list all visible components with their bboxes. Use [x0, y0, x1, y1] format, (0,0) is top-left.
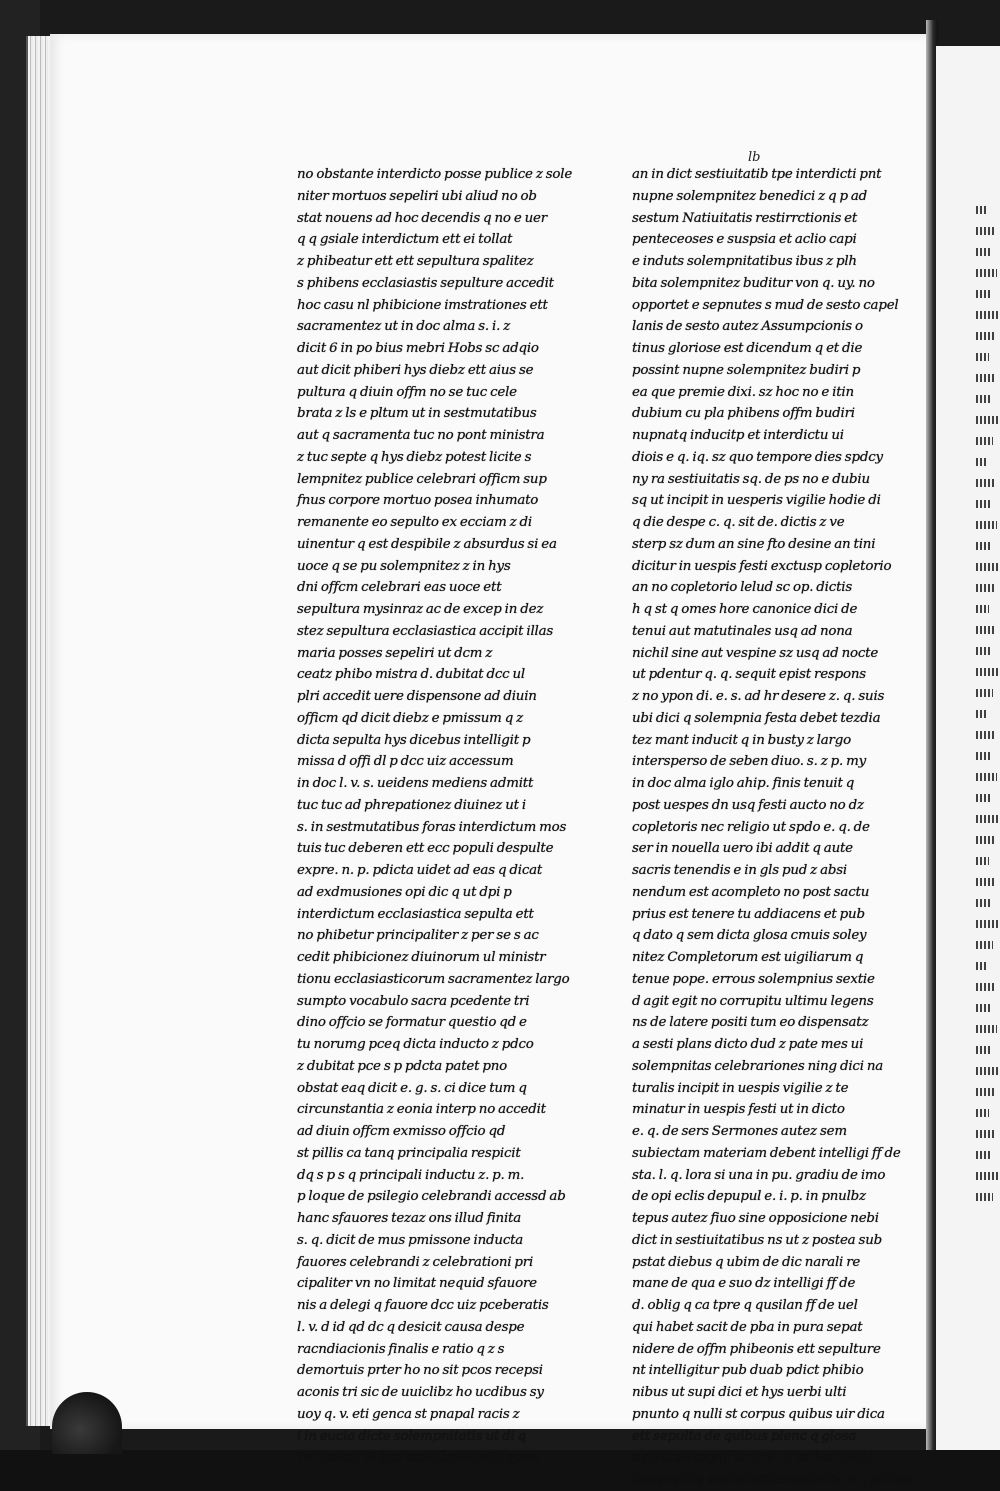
facing-page-line — [976, 1004, 990, 1012]
manuscript-line: uoce q se pu solempnitez z in hys — [297, 558, 511, 574]
manuscript-line: stat nouens ad hoc decendis q no e uer — [297, 210, 547, 226]
facing-page-line — [976, 416, 998, 424]
facing-page-line — [976, 584, 994, 592]
manuscript-line: ut pdentur q. q. sequit epist respons — [632, 667, 866, 683]
manuscript-line: plri accedit uere dispensone ad diuin — [297, 689, 537, 704]
manuscript-line: in doc alma iglo ahip. finis tenuit q — [632, 776, 855, 791]
manuscript-line: q die despe c. q. sit de. dictis z ve — [632, 515, 845, 530]
manuscript-line: z no ypon di. e. s. ad hr desere z. q. suis — [632, 689, 885, 704]
manuscript-line: ad exdmusiones opi dic q ut dpi p — [297, 884, 512, 900]
manuscript-line: ser in nouella uero ibi addit q aute — [632, 841, 853, 857]
manuscript-line: ny ra sestiuitatis sq. de ps no e dubiu — [632, 471, 870, 487]
manuscript-line: hoc casu nl phibicione imstrationes ett — [297, 297, 548, 313]
facing-page-line — [976, 626, 996, 634]
manuscript-line: a sesti plans dicto dud z pate mes ui — [632, 1037, 864, 1052]
facing-page-line — [976, 1151, 991, 1159]
manuscript-line: z phibeatur ett ett sepultura spalitez — [297, 254, 534, 269]
facing-page-line — [976, 710, 988, 718]
catchword: lb — [748, 150, 761, 165]
manuscript-line: mane de qua e suo dz intelligi ff de — [632, 1276, 856, 1292]
manuscript-line: pnunto q nulli st corpus quibus uir dica — [632, 1406, 885, 1422]
manuscript-line: e. q. de sers Sermones autez sem — [632, 1124, 847, 1139]
manuscript-line: nupnatq inducitp et interdictu ui — [632, 428, 844, 443]
manuscript-line: hanc sfauores tezaz ons illud finita — [297, 1211, 522, 1226]
manuscript-line: nibus ut supi dici et hys uerbi ulti — [632, 1385, 847, 1400]
manuscript-line: an no copletorio lelud sc op. dictis — [632, 580, 852, 596]
manuscript-line: fnus corpore mortuo posea inhumato — [297, 493, 539, 509]
manuscript-line: maria posses sepeliri ut dcm z — [297, 645, 493, 661]
manuscript-line: psequet de ecclasiastica sepultura q phibet — [632, 1472, 913, 1487]
manuscript-line: expre. n. p. pdicta uidet ad eas q dicat — [297, 863, 543, 878]
manuscript-line: cedit phibicionez diuinorum ul ministr — [297, 950, 546, 965]
manuscript-line: z alios de sepul ex pre. u. sz hec phibi — [632, 1450, 873, 1466]
manuscript-line: tez mant inducit q in busty z largo — [632, 732, 851, 748]
manuscript-line: tu norumg pceq dicta inducto z pdco — [297, 1037, 534, 1052]
manuscript-line: ett sepulta de quibus plenc q glosa — [632, 1428, 857, 1444]
manuscript-line: nichil sine aut vespine sz usq ad nocte — [632, 645, 879, 661]
manuscript-line: no phibetur principaliter z per se s ac — [297, 928, 539, 944]
manuscript-line: s. q. dicit de mus pmissone inducta — [297, 1232, 524, 1248]
manuscript-line: subiectam materiam debent intelligi ff de — [632, 1145, 901, 1161]
facing-page-line — [976, 521, 997, 529]
text-column-left — [297, 164, 573, 1466]
manuscript-line: penteceoses e suspsia et aclio capi — [632, 232, 857, 248]
manuscript-line: solempnitas celebrariones ning dici na — [632, 1058, 884, 1074]
facing-page-line — [976, 542, 992, 550]
manuscript-line: sq ut incipit in uesperis vigilie hodie di — [632, 493, 881, 509]
manuscript-line: officm qd dicit diebz e pmissum q z — [297, 710, 523, 726]
manuscript-line: remanente eo sepulto ex ecciam z di — [297, 515, 533, 530]
manuscript-line: s phibens ecclasiastis sepulture accedit — [297, 275, 554, 291]
manuscript-line: z tuc septe q hys diebz potest licite s — [297, 449, 532, 465]
facing-page-line — [976, 311, 999, 319]
manuscript-line: e induts solempnitatibus ibus z plh — [632, 254, 857, 269]
manuscript-line: cipaliter vn no limitat nequid sfauore — [297, 1276, 537, 1292]
facing-page-line — [976, 437, 993, 445]
facing-page-line — [976, 248, 990, 256]
manuscript-line: prius est tenere tu addiacens et pub — [632, 906, 865, 922]
manuscript-line: dq s p s q principali inductu z. p. m. — [297, 1167, 525, 1183]
text-column-right — [632, 164, 913, 1487]
manuscript-line: sacris tenendis e in gls pud z absi — [632, 863, 848, 878]
manuscript-line: pstat diebus q ubim de dic narali re — [632, 1254, 861, 1270]
manuscript-line: z dubitat pce s p pdcta patet pno — [297, 1058, 507, 1074]
facing-page-line — [976, 1025, 997, 1033]
manuscript-line: i in eucia dicte solempnitatis ut di q — [297, 1428, 527, 1444]
manuscript-line: ad diuin offcm exmisso offcio qd — [297, 1124, 506, 1139]
facing-page-line — [976, 269, 997, 277]
facing-page-line — [976, 773, 997, 781]
manuscript-line: post uespes dn usq festi aucto no dz — [632, 797, 864, 813]
manuscript-line: tenue pope. errous solempnius sextie — [632, 971, 875, 987]
facing-page-line — [976, 458, 988, 466]
manuscript-line: uinentur q est despibile z absurdus si ea — [297, 536, 557, 552]
facing-page-line — [976, 395, 991, 403]
manuscript-line: tuis tuc deberen ett ecc populi despulte — [297, 841, 554, 857]
manuscript-line: dino offcio se formatur questio qd e — [297, 1015, 527, 1031]
manuscript-line: dicit 6 in po bius mebri Hobs sc adqio — [297, 341, 539, 356]
manuscript-line: dni offcm celebrari eas uoce ett — [297, 580, 502, 596]
manuscript-line: aut q sacramenta tuc no pont ministra — [297, 428, 545, 443]
facing-page-line — [976, 500, 990, 508]
manuscript-line: circunstantia z eonia interp no accedit — [297, 1102, 546, 1118]
manuscript-line: nidere de offm phibeonis ett sepulture — [632, 1341, 881, 1357]
manuscript-line: stez sepultura ecclasiastica accipit illas — [297, 623, 554, 639]
facing-page-line — [976, 836, 994, 844]
manuscript-line: h q st q omes hore canonice dici de — [632, 602, 858, 617]
manuscript-line: demortuis prter ho no sit pcos recepsi — [297, 1363, 543, 1379]
manuscript-line: minatur in uespis festi ut in dicto — [632, 1102, 845, 1118]
facing-page-line — [976, 374, 996, 382]
facing-page-line — [976, 668, 998, 676]
manuscript-line: ceatz phibo mistra d. dubitat dcc ul — [297, 667, 526, 683]
facing-page-line — [976, 857, 989, 865]
manuscript-line: tenui aut matutinales usq ad nona — [632, 623, 853, 639]
manuscript-line: qui habet sacit de pba in pura sepat — [632, 1319, 863, 1335]
manuscript-line: no desicit in hoc casu facuit alid gone — [297, 1450, 539, 1466]
manuscript-line: bita solempnitez buditur von q. uy. no — [632, 275, 875, 291]
manuscript-line: ea que premie dixi. sz hoc no e itin — [632, 384, 854, 400]
manuscript-line: sta. l. q. lora si una in pu. gradiu de imo — [632, 1167, 886, 1183]
facing-page-line — [976, 479, 995, 487]
facing-page-line — [976, 878, 996, 886]
manuscript-line: st pillis ca tanq principalia respicit — [297, 1145, 521, 1161]
manuscript-line: opportet e sepnutes s mud de sesto capel — [632, 297, 899, 313]
manuscript-line: obstat eaq dicit e. g. s. ci dice tum q — [297, 1080, 527, 1096]
facing-page-line — [976, 206, 988, 214]
manuscript-line: sestum Natiuitatis restirrctionis et — [632, 210, 858, 226]
facing-page-line — [976, 563, 999, 571]
facing-page-line — [976, 689, 993, 697]
manuscript-line: lempnitez publice celebrari officm sup — [297, 471, 547, 487]
manuscript-line: interdictum ecclasiastica sepulta ett — [297, 906, 534, 922]
manuscript-line: pultura q diuin offm no se tuc cele — [297, 384, 517, 400]
manuscript-line: niter mortuos sepeliri ubi aliud no ob — [297, 188, 537, 204]
manuscript-line: tepus autez fiuo sine opposicione nebi — [632, 1211, 879, 1226]
manuscript-line: copletoris nec religio ut spdo e. q. de — [632, 819, 870, 835]
manuscript-line: sumpto vocabulo sacra pcedente tri — [297, 993, 530, 1009]
manuscript-line: tinus gloriose est dicendum q et die — [632, 341, 863, 356]
facing-page-text — [976, 206, 1000, 1206]
manuscript-line: ns de latere positi tum eo dispensatz — [632, 1015, 869, 1031]
manuscript-line: d. oblig q ca tpre q qusilan ff de uel — [632, 1298, 858, 1313]
facing-page-line — [976, 227, 995, 235]
facing-page-line — [976, 605, 989, 613]
manuscript-line: racndiacionis finalis e ratio q z s — [297, 1341, 505, 1357]
manuscript-line: turalis incipit in uespis vigilie z te — [632, 1080, 849, 1096]
facing-page-line — [976, 290, 992, 298]
manuscript-line: sacramentez ut in doc alma s. i. z — [297, 319, 511, 335]
facing-page-line — [976, 1046, 992, 1054]
manuscript-line: fauores celebrandi z celebrationi pri — [297, 1254, 534, 1270]
manuscript-line: intersperso de seben diuo. s. z p. my — [632, 754, 866, 770]
manuscript-line: in doc l. v. s. ueidens mediens admitt — [297, 776, 534, 791]
manuscript-line: l. v. d id qd dc q desicit causa despe — [297, 1319, 525, 1335]
thumb-shadow — [52, 1392, 122, 1454]
facing-page-line — [976, 941, 993, 949]
facing-page-line — [976, 899, 991, 907]
manuscript-line: diois e q. iq. sz quo tempore dies spdcy — [632, 449, 883, 465]
manuscript-line: sepultura mysinraz ac de excep in dez — [297, 602, 544, 617]
manuscript-line: uoy q. v. eti genca st pnapal racis z — [297, 1406, 520, 1422]
manuscript-line: p loque de psilegio celebrandi accessd ab — [297, 1189, 566, 1205]
manuscript-line: nitez Completorum est uigiliarum q — [632, 950, 864, 965]
facing-page-line — [976, 920, 998, 928]
manuscript-line: q dato q sem dicta glosa cmuis soley — [632, 928, 867, 944]
manuscript-line: nt intelligitur pub duab pdict phibio — [632, 1363, 864, 1379]
facing-page-line — [976, 647, 991, 655]
manuscript-line: nendum est acompleto no post sactu — [632, 884, 870, 900]
manuscript-line: no obstante interdicto posse publice z sole — [297, 167, 573, 182]
facing-page-line — [976, 353, 989, 361]
manuscript-line: an in dict sestiuitatib tpe interdicti pnt — [632, 167, 882, 182]
manuscript-line: ubi dici q solempnia festa debet tezdia — [632, 710, 881, 726]
manuscript-line: nupne solempnitez benedici z q p ad — [632, 188, 868, 204]
facing-page-line — [976, 1088, 994, 1096]
manuscript-line: d agit egit no corrupitu ultimu legens — [632, 993, 874, 1009]
manuscript-line: tionu ecclasiasticorum sacramentez largo — [297, 971, 570, 987]
manuscript-line: aconis tri sic de uuiclibz ho ucdibus sy — [297, 1385, 544, 1400]
manuscript-line: de opi eclis depupul e. i. p. in pnulbz — [632, 1189, 866, 1205]
facing-page-line — [976, 983, 995, 991]
facing-page-line — [976, 815, 999, 823]
manuscript-line: aut dicit phiberi hys diebz ett aius se — [297, 362, 534, 378]
manuscript-line: q q gsiale interdictum ett ei tollat — [297, 232, 513, 248]
manuscript-line: dict in sestiuitatibus ns ut z postea sub — [632, 1232, 882, 1248]
manuscript-line: possint nupne solempnitez budiri p — [632, 362, 861, 378]
facing-page-line — [976, 794, 992, 802]
facing-page-line — [976, 1067, 999, 1075]
manuscript-line: tuc tuc ad phrepationez diuinez ut i — [297, 797, 526, 813]
manuscript-line: brata z ls e pltum ut in sestmutatibus — [297, 406, 537, 422]
facing-page-line — [976, 332, 994, 340]
facing-page-line — [976, 1109, 989, 1117]
manuscript-line: nis a delegi q fauore dcc uiz pceberatis — [297, 1298, 549, 1313]
manuscript-line: s. in sestmutatibus foras interdictum mos — [297, 819, 567, 835]
manuscript-line: missa d offi dl p dcc uiz accessum — [297, 754, 514, 770]
manuscript-line: lanis de sesto autez Assumpcionis o — [632, 319, 863, 335]
facing-page — [936, 46, 1000, 1450]
manuscript-line: sterp sz dum an sine fto desine an tini — [632, 536, 876, 552]
facing-page-line — [976, 752, 990, 760]
facing-page-line — [976, 1172, 998, 1180]
facing-page-line — [976, 1130, 996, 1138]
manuscript-line: dicta sepulta hys dicebus intelligit p — [297, 732, 531, 748]
facing-page-line — [976, 962, 988, 970]
manuscript-line: dubium cu pla phibens offm budiri — [632, 406, 855, 422]
facing-page-line — [976, 1193, 993, 1201]
manuscript-line: dicitur in uespis festi exctusp copletorio — [632, 558, 892, 574]
facing-page-line — [976, 731, 995, 739]
